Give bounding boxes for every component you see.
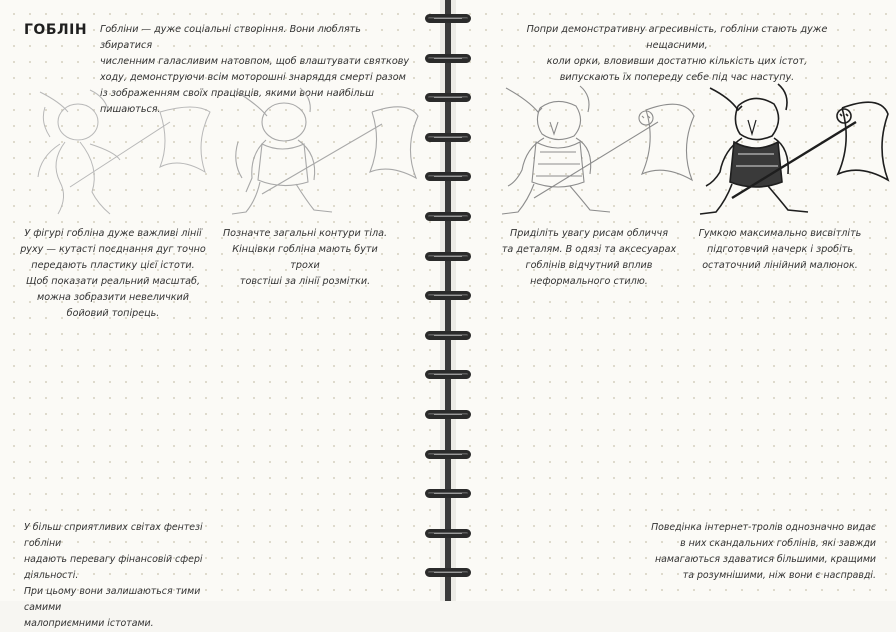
spiral-ring [425, 54, 471, 63]
text-line: У більш сприятливих світах фентезі гобліни [24, 522, 203, 549]
spiral-ring [425, 370, 471, 379]
text-line: гоблінів відчутний вплив [525, 260, 653, 271]
text-line: та деталям. В одязі та аксесуарах [501, 244, 677, 255]
text-line: передають пластику цієї істоти. [31, 260, 195, 271]
spiral-ring [425, 529, 471, 538]
text-line: можна зобразити невеличкий [36, 292, 190, 303]
text-line: остаточний лінійний малюнок. [702, 260, 858, 271]
text-line: руху — кутасті поєднання дуг точно [20, 244, 206, 255]
text-line: Гумкою максимально висвітліть [698, 228, 862, 239]
spiral-ring [425, 172, 471, 181]
text-line: із зображенням своїх працівців, якими вони найбільш пишаються. [100, 88, 374, 115]
text-line: Кінцівки гобліна мають бути трохи [232, 244, 378, 271]
spiral-ring [425, 212, 471, 221]
spiral-ring [425, 410, 471, 419]
text-line: підготовчий начерк і зробіть [706, 244, 854, 255]
text-line: Щоб показати реальний масштаб, [25, 276, 201, 287]
spiral-ring [425, 14, 471, 23]
text-line: товстіші за лінії розмітки. [239, 276, 371, 287]
text-line: Поведінка інтернет-тролів однозначно видає [651, 522, 876, 533]
step-1-caption [18, 226, 208, 322]
text-line: Позначте загальні контури тіла. [222, 228, 388, 239]
text-line: неформального стилю. [530, 276, 648, 287]
text-line: Попри демонстративну агресивність, гобліни стають дуже нещасними, [526, 24, 828, 51]
spiral-ring [425, 568, 471, 577]
spiral-ring [425, 252, 471, 261]
text-line: ходу, демонструючи всім моторошні знаряддя смерті разом [100, 72, 406, 83]
text-line: коли орки, вловивши достатню кількість цих істот, [546, 56, 808, 67]
spiral-spine [445, 0, 451, 601]
spiral-ring [425, 489, 471, 498]
text-line: бойовий топірець. [66, 308, 160, 319]
text-line: численним галасливим натовпом, щоб влаштувати святкову [100, 56, 410, 67]
bottom-note-left [24, 520, 239, 632]
goblin-sketch-step-1 [20, 82, 220, 222]
goblin-sketch-step-2 [222, 82, 422, 222]
spiral-ring [425, 93, 471, 102]
spiral-ring [425, 450, 471, 459]
step-4-caption [690, 226, 870, 274]
spiral-ring [425, 331, 471, 340]
text-line: та розумнішими, ніж вони є насправді. [682, 570, 876, 581]
spiral-ring [425, 291, 471, 300]
text-line: Приділіть увагу рисам обличчя [510, 228, 668, 239]
text-line: надають перевагу фінансовій сфері діяльності. [24, 554, 203, 581]
text-line: У фігурі гобліна дуже важливі лінії [24, 228, 202, 239]
text-line: При цьому вони залишаються тими самими [24, 586, 201, 613]
text-line: Гобліни — дуже соціальні створіння. Вони люблять збиратися [100, 24, 361, 51]
text-line: малоприємними істотами. [24, 618, 154, 629]
text-line: намагаються здаватися більшими, кращими [655, 554, 876, 565]
step-3-caption [494, 226, 684, 290]
intro-paragraph-right [514, 22, 840, 86]
goblin-sketch-step-3 [496, 82, 696, 222]
page-title: ГОБЛІН [24, 22, 88, 38]
bottom-note-right [650, 520, 876, 584]
spiral-ring [425, 133, 471, 142]
text-line: випускають їх попереду себе під час наступу. [559, 72, 795, 83]
goblin-final-drawing [690, 82, 890, 222]
step-2-caption [220, 226, 390, 290]
text-line: в них скандальних гоблінів, які завжди [680, 538, 876, 549]
